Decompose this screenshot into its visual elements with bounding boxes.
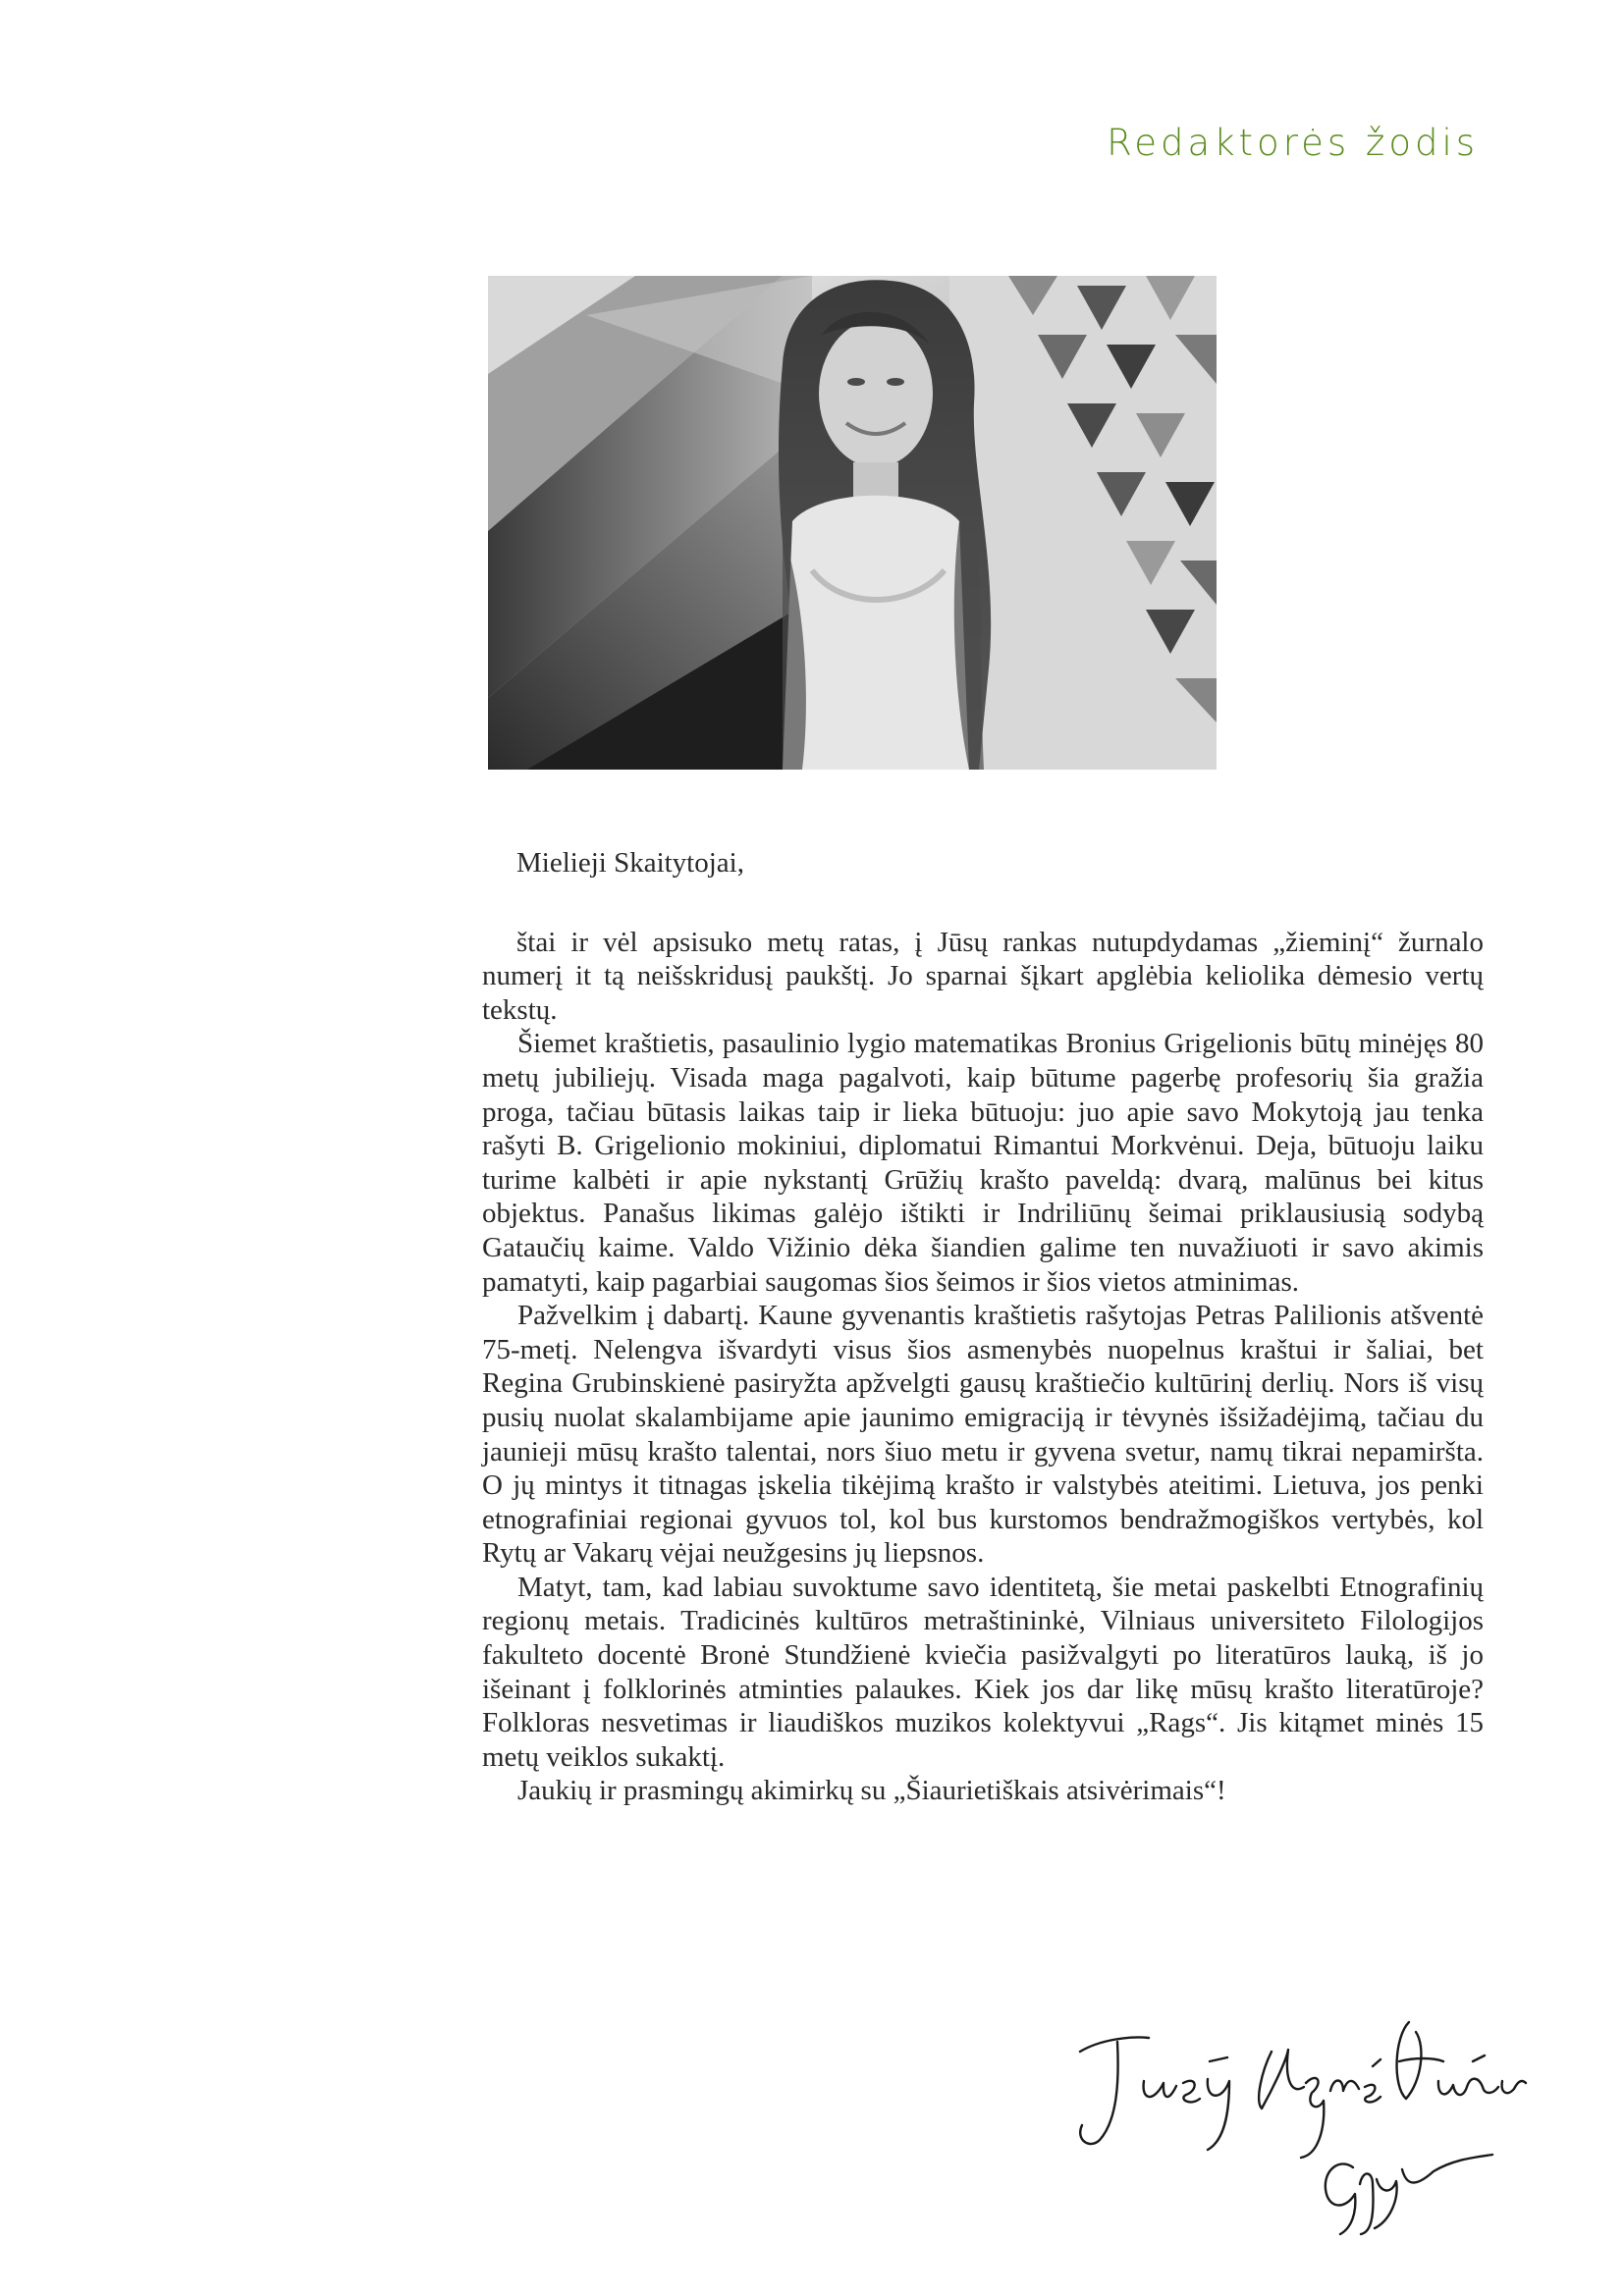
letter-paragraph: Pažvelkim į dabartį. Kaune gyvenantis kraštietis rašytojas Petras Palilionis atšventė 75-metį. Nelengva išvardyti visus šios asmenybės nuopelnus kraštui ir šaliai, bet Regina Grubinskienė pasiryžta apžvelgti gausų kraštiečio kultūrinį derlių. Nors iš visų pusių nuolat skalambijame apie jaunimo emigraciją ir tėvynės išsižadėjimą, tačiau du jaunieji mūsų krašto talentai, nors šiuo metu ir gyvena svetur, namų tikrai nepamiršta. O jų mintys it titnagas įskelia tikėjimą krašto ir valstybės ateitimi. Lietuva, jos penki etnografiniai regionai gyvuos tol, kol bus kurstomos bendražmogiškos vertybės, kol Rytų ar Vakarų vėjai neužgesins jų liepsnos. — [482, 1300, 1484, 1570]
handwritten-signature — [1060, 1993, 1532, 2238]
letter-paragraph: Matyt, tam, kad labiau suvoktume savo identitetą, šie metai paskelbti Etnografinių regionų metais. Tradicinės kultūros metraštininkė, Vilniaus universiteto Filologijos fakulteto docentė Bronė Stundžienė kviečia pasižvalgyti po literatūros lauką, iš jo išeinant į folklorinės atminties palaukes. Kiek jos dar likę mūsų krašto literatūroje? Folkloras nesvetimas ir liaudiškos muzikos kolektyvui „Rags“. Jis kitąmet minės 15 metų veiklos sukaktį. — [482, 1571, 1484, 1773]
letter-paragraph: Jaukių ir prasmingų akimirkų su „Šiaurietiškais atsivėrimais“! — [517, 1775, 1226, 1807]
letter-greeting: Mielieji Skaitytojai, — [516, 847, 744, 879]
letter-paragraph: Šiemet kraštietis, pasaulinio lygio matematikas Bronius Grigelionis būtų minėjęs 80 metų jubiliejų. Visada maga pagalvoti, kaip būtume pagerbę profesorių šia gražia proga, tačiau būtasis laikas taip ir lieka būtuoju: juo apie savo Mokytoją jau tenka rašyti B. Grigelionio mokiniui, diplomatui Rimantui Morkvėnui. Deja, būtuoju laiku turime kalbėti ir apie nykstantį Grūžių krašto paveldą: dvarą, malūnus bei kitus objektus. Panašus likimas galėjo ištikti ir Indriliūnų šeimai priklausiusią sodybą Gataučių kaime. Valdo Vižinio dėka šiandien galime ten nuvažiuoti ir savo akimis pamatyti, kaip pagarbiai saugomas šios šeimos ir šios vietos atminimas. — [482, 1028, 1484, 1298]
section-title: Redaktorės žodis — [1107, 122, 1479, 164]
letter-paragraph: štai ir vėl apsisuko metų ratas, į Jūsų rankas nutupdydamas „žieminį“ žurnalo numerį it tą neišskridusį paukštį. Jo sparnai šįkart apglėbia keliolika dėmesio vertų tekstų. — [482, 926, 1484, 1026]
editor-letter — [482, 846, 1484, 1808]
editor-portrait-photo — [488, 276, 1217, 770]
